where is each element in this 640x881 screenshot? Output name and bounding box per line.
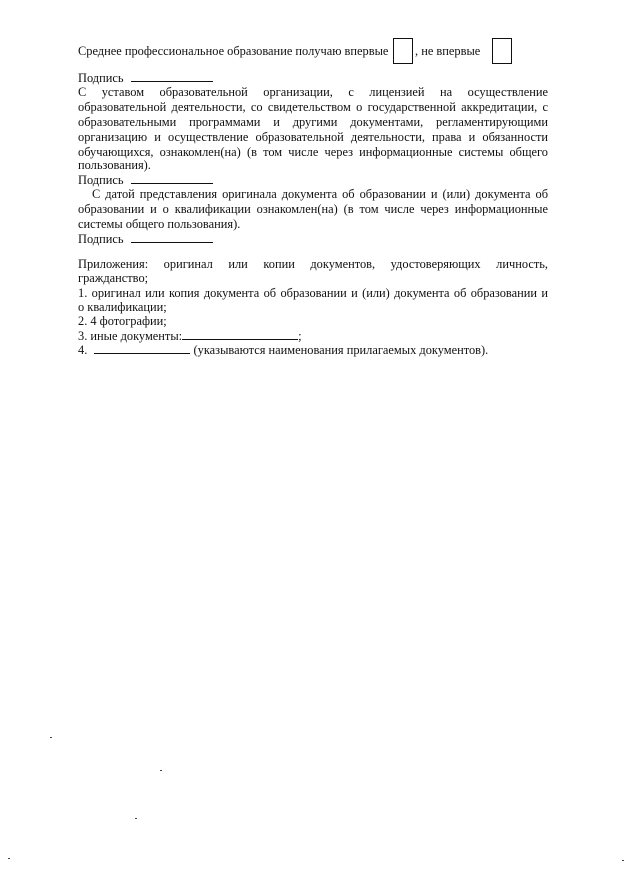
signature-row-2: [78, 172, 213, 188]
attachment-item-4-prefix: 4.: [78, 343, 88, 357]
charter-line-6: пользования).: [78, 158, 151, 172]
signature-row-1: [78, 70, 213, 86]
signature-label: Подпись: [78, 71, 124, 85]
original-line-1: С датой представления оригинала документа об образовании и (или) документа об: [92, 187, 548, 201]
scan-speck: [135, 818, 137, 819]
signature-label: Подпись: [78, 173, 124, 187]
not-first-checkbox[interactable]: [492, 38, 512, 64]
signature-label: Подпись: [78, 232, 124, 246]
attachment-item-3-end: ;: [298, 329, 302, 343]
first-time-checkbox[interactable]: [393, 38, 413, 64]
scan-speck: [8, 858, 10, 859]
attachment-item-2: 2. 4 фотографии;: [78, 314, 167, 328]
attached-documents-field[interactable]: [94, 342, 190, 354]
original-line-3: системы общего пользования).: [78, 217, 241, 231]
scan-speck: [622, 860, 624, 861]
original-line-2: образовании и о квалификации ознакомлен(на) (в том числе через информационные: [78, 202, 548, 216]
signature-field-3[interactable]: [131, 231, 213, 243]
attachment-item-1-line-2: о квалификации;: [78, 300, 167, 314]
other-documents-field[interactable]: [182, 328, 298, 340]
not-first-label: , не впервые: [415, 44, 481, 58]
charter-line-1: С уставом образовательной организации, с лицензией на осуществление: [78, 85, 548, 99]
signature-field-2[interactable]: [131, 172, 213, 184]
attachment-item-3-label: 3. иные документы:: [78, 329, 183, 343]
education-text: Среднее профессиональное образование получаю впервые: [78, 44, 389, 58]
charter-line-4: организацию и осуществление образовательной деятельности, права и обязанности: [78, 130, 548, 144]
charter-line-3: образовательными программами и другими документами, регламентирующими: [78, 115, 548, 129]
attachments-line-1: Приложения: оригинал или копии документов, удостоверяющих личность,: [78, 257, 548, 271]
attachment-item-4: [78, 342, 488, 358]
scan-speck: [160, 770, 162, 771]
scan-speck: [50, 737, 52, 738]
charter-line-2: образовательной деятельности, со свидетельством о государственной аккредитации, с: [78, 100, 548, 114]
attachment-item-4-text: (указываются наименования прилагаемых документов).: [193, 343, 489, 357]
attachments-line-2: гражданство;: [78, 271, 149, 285]
charter-line-5: обучающихся, ознакомлен(на) (в том числе через информационные системы общего: [78, 145, 548, 159]
education-line: [78, 44, 388, 59]
signature-field-1[interactable]: [131, 70, 213, 82]
attachment-item-1-line-1: 1. оригинал или копия документа об образовании и (или) документа об образовании и: [78, 286, 548, 300]
signature-row-3: [78, 231, 213, 247]
